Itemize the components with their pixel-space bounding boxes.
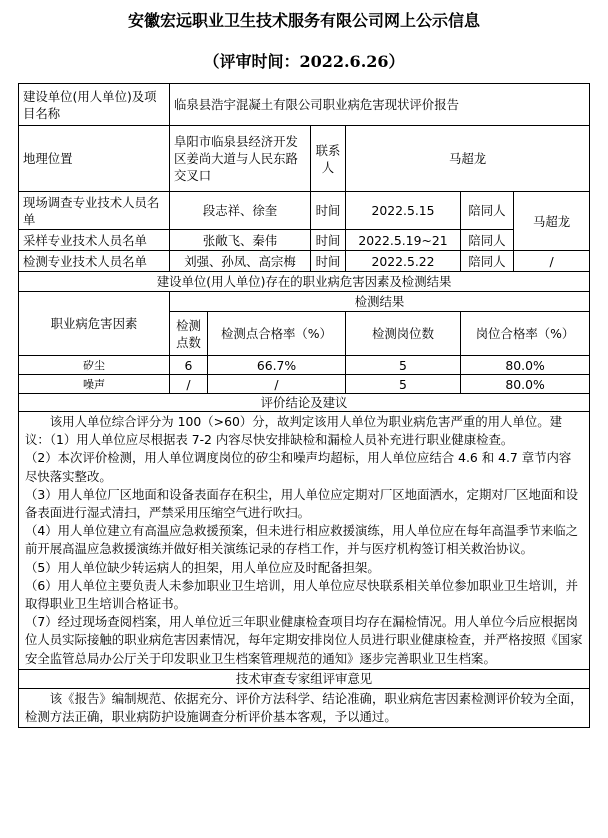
contact-label: 联系人 [311,126,346,192]
disclosure-table [18,83,590,728]
conclusion-p5: （5）用人单位缺少转运病人的担架，用人单位应及时配备担架。 [25,559,380,575]
col-pass-rate: 检测点合格率（%） [208,312,346,356]
table-row [19,356,590,375]
survey-escort-label: 陪同人 [461,192,514,230]
posts-cell: 5 [346,375,461,394]
conclusion-body [19,412,590,670]
points-cell: 6 [170,356,208,375]
conclusion-p3: （3）用人单位厂区地面和设备表面存在积尘，用人单位应定期对厂区地面洒水，定期对厂区地面和设备表面进行湿式清扫，严禁采用压缩空气进行吹扫。 [25,486,579,521]
table-row [19,375,590,394]
conclusion-p7: （7）经过现场查阅档案，用人单位近三年职业健康检查项目均存在漏检情况。用人单位今后应根据岗位人员实际接触的职业病危害因素情况，每年定期安排岗位人员进行职业健康检查，并严格按照《国家安全监管总局办公厅关于印发职业卫生档案管理规范的通知》逐步完善职业卫生档案。 [25,614,583,666]
survey-label: 现场调查专业技术人员名单 [19,192,170,230]
row-testing [19,251,590,272]
row-expert-body [19,688,590,727]
testing-escort-value: / [514,251,590,272]
row-unit [19,84,590,126]
testing-names: 刘强、孙凤、高宗梅 [170,251,311,272]
contact-value: 马超龙 [346,126,590,192]
post-rate-cell: 80.0% [461,356,590,375]
sampling-time: 2022.5.19~21 [346,230,461,251]
survey-names: 段志祥、徐奎 [170,192,311,230]
row-results-header-1 [19,292,590,312]
conclusion-p0: 该用人单位综合评分为 100（>60）分，故判定该用人单位为职业病危害严重的用人单位。建议：（1）用人单位应尽根据表 7-2 内容尽快安排缺检和漏检人员补充进行职业健康检查。 [25,414,562,448]
row-conclusion-title [19,394,590,412]
row-sampling [19,230,590,251]
survey-time: 2022.5.15 [346,192,461,230]
page-title: 安徽宏远职业卫生技术服务有限公司网上公示信息 [127,11,480,30]
sampling-label: 采样专业技术人员名单 [19,230,170,251]
row-results-title [19,272,590,292]
sampling-names: 张敞飞、秦伟 [170,230,311,251]
results-section-title: 建设单位(用人单位)存在的职业病危害因素及检测结果 [19,272,590,292]
testing-label: 检测专业技术人员名单 [19,251,170,272]
sampling-time-label: 时间 [311,230,346,251]
row-location [19,126,590,192]
conclusion-p2: （2）本次评价检测，用人单位调度岗位的矽尘和噪声均超标，用人单位应结合 4.6 和 4.7 章节内容尽快落实整改。 [25,450,572,484]
sampling-escort-label: 陪同人 [461,230,514,251]
expert-text: 该《报告》编制规范、依据充分、评价方法科学、结论准确，职业病危害因素检测评价较为全面，检测方法正确，职业病防护设施调查分析评价基本客观，予以通过。 [25,690,583,725]
testing-escort-label: 陪同人 [461,251,514,272]
expert-title: 技术审查专家组评审意见 [19,669,590,688]
location-label: 地理位置 [19,126,170,192]
points-cell: / [170,375,208,394]
pass-rate-cell: 66.7% [208,356,346,375]
unit-label: 建设单位(用人单位)及项目名称 [19,84,170,126]
conclusion-p4: （4）用人单位建立有高温应急救援预案，但未进行相应救援演练，用人单位应在每年高温季节来临之前开展高温应急救援演练并做好相关演练记录的存档工作，并与医疗机构签订相关救治协议。 [25,523,579,557]
col-points: 检测点数 [170,312,208,356]
unit-value: 临泉县浩宇混凝土有限公司职业病危害现状评价报告 [170,84,590,126]
post-rate-cell: 80.0% [461,375,590,394]
posts-cell: 5 [346,356,461,375]
col-posts: 检测岗位数 [346,312,461,356]
factor-cell: 噪声 [19,375,170,394]
testing-time-label: 时间 [311,251,346,272]
survey-time-label: 时间 [311,192,346,230]
testing-time: 2022.5.22 [346,251,461,272]
row-expert-title [19,669,590,688]
conclusion-title: 评价结论及建议 [19,394,590,412]
review-time: （评审时间：2022.6.26） [203,52,405,71]
conclusion-p6: （6）用人单位主要负责人未参加职业卫生培训，用人单位应尽快联系相关单位参加职业卫生培训，并取得职业卫生培训合格证书。 [25,577,579,612]
col-post-rate: 岗位合格率（%） [461,312,590,356]
row-conclusion-body [19,412,590,670]
expert-body [19,688,590,727]
factor-header: 职业病危害因素 [19,292,170,356]
escort-name: 马超龙 [514,192,590,251]
pass-rate-cell: / [208,375,346,394]
results-header: 检测结果 [170,292,590,312]
factor-cell: 矽尘 [19,356,170,375]
row-survey [19,192,590,230]
location-value: 阜阳市临泉县经济开发区姜尚大道与人民东路交叉口 [170,126,311,192]
